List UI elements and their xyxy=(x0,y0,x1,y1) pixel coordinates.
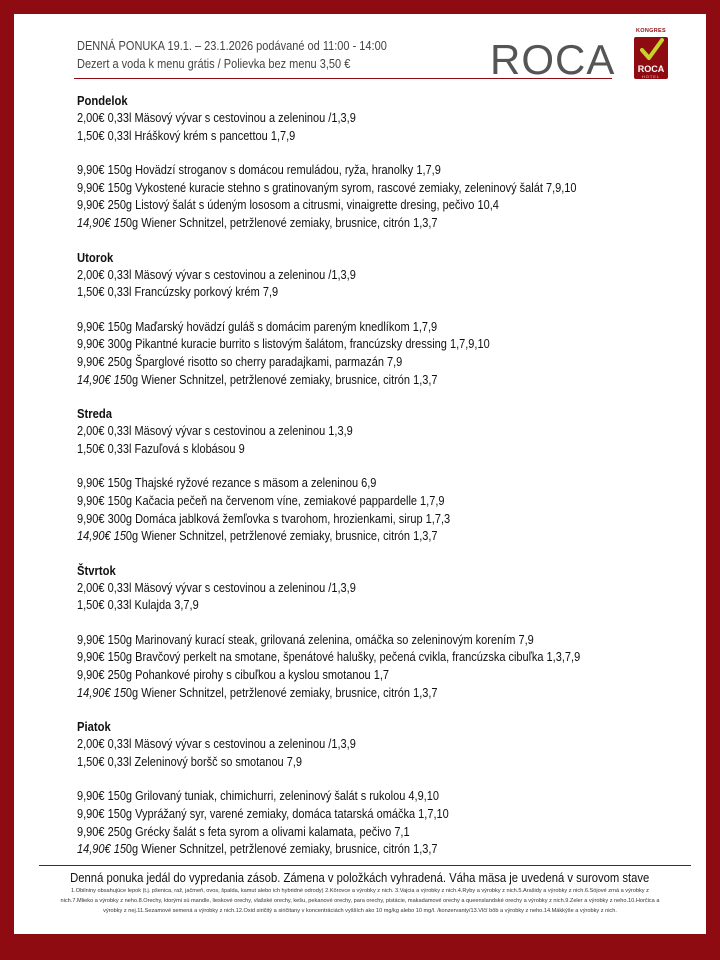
main-item: 9,90€ 150g Vyprážaný syr, varené zemiaky, domáca tatarská omáčka 1,7,10 xyxy=(77,807,449,822)
header-line-notes: Dezert a voda k menu grátis / Polievka bez menu 3,50 € xyxy=(77,57,351,71)
special-item xyxy=(77,528,623,546)
day-name: Utorok xyxy=(77,250,114,265)
main-item: 9,90€ 250g Grécky šalát s feta syrom a olivami kalamata, pečivo 7,1 xyxy=(77,824,410,839)
header xyxy=(14,14,706,84)
day-friday xyxy=(77,718,697,859)
day-thursday xyxy=(77,562,697,703)
special-item xyxy=(77,372,623,390)
day-tuesday xyxy=(77,249,697,390)
header-line-dates: DENNÁ PONUKA 19.1. – 23.1.2026 podávané od 11:00 - 14:00 xyxy=(77,39,387,53)
allergen-legend: 1.Obilniny obsahujúce lepok (t.j. pšenica, raž, jačmeň, ovos, špalda, kamut alebo ich hybridné odrody) 2.Kôrovce a výrobky z nich. 3.Vajcia a výrobky z nich.4.Ryby a výrobky z nich.5.Arašidy a výrobky z nich.6.Sójové zrná a výrobky z nich.7.Mlieko a výrobky z neho.8.Orechy, ktorými sú mandle, lieskové orechy, vlašské orechy, kešu, pekanové orechy, para orechy, pistácie, makadamové orechy a queenslandské orechy a výrobky z nich.9.Zeler a výrobky z neho.10.Horčica a výrobky z nej.11.Sezamové semená a výrobky z nich.12.Oxid siričitý a siričitany v koncentráciách vyšších ako 10 mg/kg alebo 10 mg/l. /konzervanty/13.Vlčí bôb a výrobky z neho.14.Mäkkýše a výrobky z nich. xyxy=(60,888,660,914)
day-name: Pondelok xyxy=(77,94,128,108)
soup-item: 2,00€ 0,33l Mäsový vývar s cestovinou a zeleninou /1,3,9 xyxy=(77,111,356,125)
soup-item: 1,50€ 0,33l Hráškový krém s pancettou 1,7,9 xyxy=(77,128,296,143)
day-name: Streda xyxy=(77,407,113,422)
kongres-roca-logo xyxy=(632,28,670,82)
soup-item: 1,50€ 0,33l Francúzsky porkový krém 7,9 xyxy=(77,285,279,300)
footer-note xyxy=(14,871,706,885)
special-price: 14,90€ 15 xyxy=(77,215,126,230)
soup-item: 1,50€ 0,33l Zeleninový boršč so smotanou 7,9 xyxy=(77,754,303,769)
daily-menu xyxy=(77,92,697,875)
logo-subtext: HOTEL xyxy=(641,74,661,79)
main-item: 9,90€ 300g Pikantné kuracie burrito s listovým šalátom, francúzsky dressing 1,7,9,10 xyxy=(77,337,490,352)
day-name: Štvrtok xyxy=(77,563,116,578)
main-item: 9,90€ 250g Pohankové pirohy s cibuľkou a kyslou smotanou 1,7 xyxy=(77,668,390,683)
soup-item: 1,50€ 0,33l Kulajda 3,7,9 xyxy=(77,598,199,613)
special-item xyxy=(77,685,623,703)
day-wednesday xyxy=(77,405,697,546)
main-item: 9,90€ 150g Vykostené kuracie stehno s gratinovaným syrom, rascové zemiaky, zeleninový šalát 7,9,10 xyxy=(77,180,577,195)
special-dish: 0g Wiener Schnitzel, petržlenové zemiaky, brusnice, citrón 1,3,7 xyxy=(125,372,438,387)
main-item: 9,90€ 150g Grilovaný tuniak, chimichurri, zeleninový šalát s rukolou 4,9,10 xyxy=(77,789,439,804)
special-price: 14,90€ 15 xyxy=(77,529,126,544)
special-dish: 0g Wiener Schnitzel, petržlenové zemiaky, brusnice, citrón 1,3,7 xyxy=(125,215,438,230)
main-item: 9,90€ 150g Kačacia pečeň na červenom víne, zemiakové pappardelle 1,7,9 xyxy=(77,493,445,508)
main-item: 9,90€ 150g Hovädzí stroganov s domácou remuládou, ryža, hranolky 1,7,9 xyxy=(77,163,441,178)
special-dish: 0g Wiener Schnitzel, petržlenové zemiaky, brusnice, citrón 1,3,7 xyxy=(125,529,438,544)
main-item: 9,90€ 150g Maďarský hovädzí guláš s domácim pareným knedlíkom 1,7,9 xyxy=(77,319,438,334)
menu-sheet xyxy=(14,14,706,934)
special-price: 14,90€ 15 xyxy=(77,372,126,387)
footer-divider xyxy=(39,865,691,866)
special-price: 14,90€ 15 xyxy=(77,842,126,857)
main-item: 9,90€ 150g Marinovaný kurací steak, grilovaná zelenina, omáčka so zeleninovým korením 7,9 xyxy=(77,632,534,647)
special-item xyxy=(77,215,623,233)
soup-item: 1,50€ 0,33l Fazuľová s klobásou 9 xyxy=(77,441,245,456)
footer-note-text: Denná ponuka jedál do vypredania zásob. Zámena v položkách vyhradená. Váha mäsa je uvedená v surovom stave xyxy=(70,871,650,885)
day-monday xyxy=(77,92,697,233)
special-dish: 0g Wiener Schnitzel, petržlenové zemiaky, brusnice, citrón 1,3,7 xyxy=(125,842,438,857)
main-item: 9,90€ 150g Thajské ryžové rezance s mäsom a zeleninou 6,9 xyxy=(77,476,377,491)
brand-wordmark: ROCA xyxy=(490,36,616,83)
special-dish: 0g Wiener Schnitzel, petržlenové zemiaky, brusnice, citrón 1,3,7 xyxy=(125,685,438,700)
checkmark-icon xyxy=(640,38,664,62)
main-item: 9,90€ 300g Domáca jablková žemľovka s tvarohom, hrozienkami, sirup 1,7,3 xyxy=(77,511,451,526)
soup-item: 2,00€ 0,33l Mäsový vývar s cestovinou a zeleninou 1,3,9 xyxy=(77,424,353,439)
main-item: 9,90€ 150g Bravčový perkelt na smotane, špenátové halušky, pečená cvikla, francúzska cibuľka 1,3,7,9 xyxy=(77,650,581,665)
soup-item: 2,00€ 0,33l Mäsový vývar s cestovinou a zeleninou /1,3,9 xyxy=(77,267,356,282)
main-item: 9,90€ 250g Listový šalát s údeným lososom a citrusmi, vinaigrette dresing, pečivo 10,4 xyxy=(77,198,499,213)
main-item: 9,90€ 250g Šparglové risotto so cherry paradajkami, parmazán 7,9 xyxy=(77,354,403,369)
soup-item: 2,00€ 0,33l Mäsový vývar s cestovinou a zeleninou /1,3,9 xyxy=(77,580,356,595)
logo-top-text: KONGRES xyxy=(636,28,666,34)
logo-text: ROCA xyxy=(637,64,665,74)
special-item xyxy=(77,841,623,859)
special-price: 14,90€ 15 xyxy=(77,685,126,700)
day-name: Piatok xyxy=(77,720,111,735)
soup-item: 2,00€ 0,33l Mäsový vývar s cestovinou a zeleninou /1,3,9 xyxy=(77,737,356,752)
